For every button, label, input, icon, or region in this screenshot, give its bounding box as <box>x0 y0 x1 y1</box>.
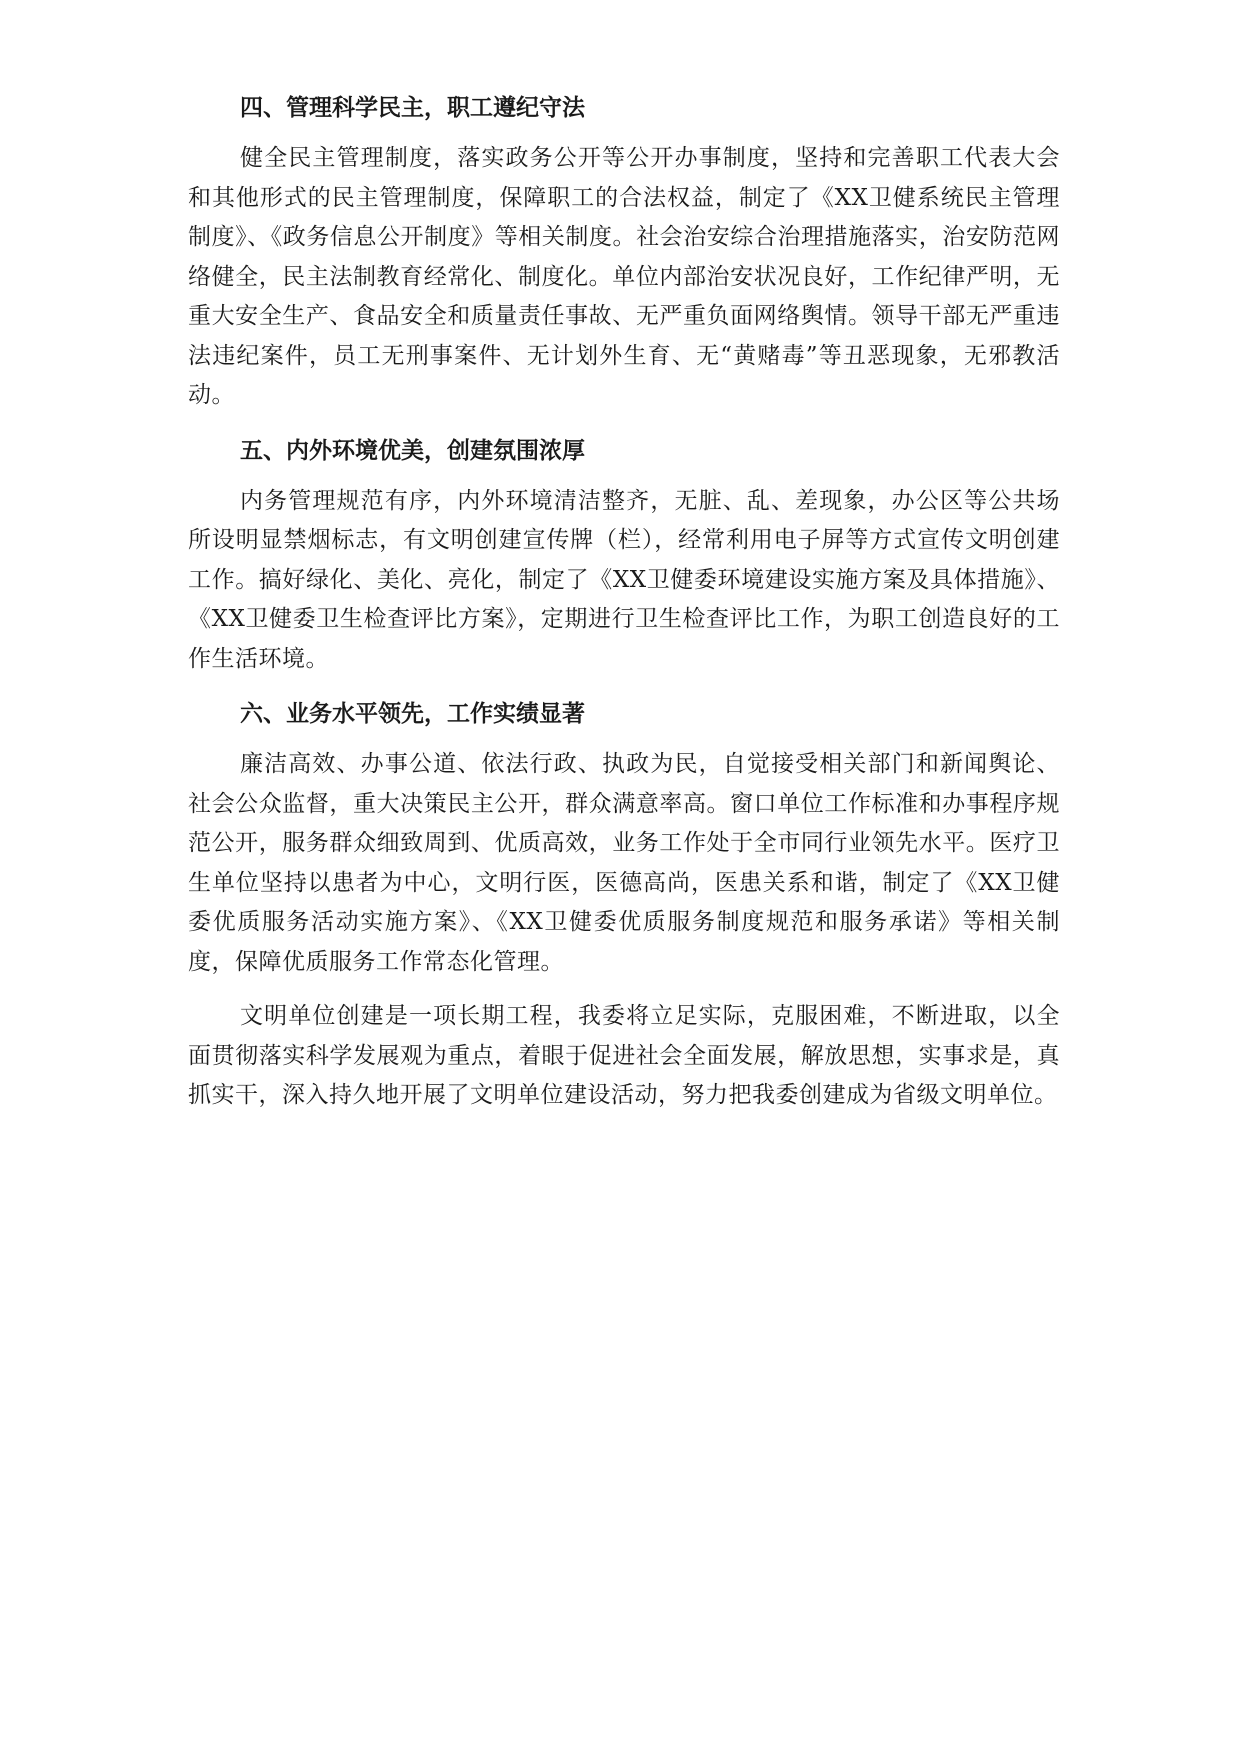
section-heading-4: 四、管理科学民主，职工遵纪守法 <box>240 95 585 121</box>
section-heading-5: 五、内外环境优美，创建氛围浓厚 <box>240 437 585 464</box>
section-6-paragraph-1: 廉洁高效、办事公道、依法行政、执政为民，自觉接受相关部门和新闻舆论、社会公众监督，重大决策民主公开，群众满意率高。窗口单位工作标准和办事程序规范公开，服务群众细致周到、优质高效，业务工作处于全市同行业领先水平。医疗卫生单位坚持以患者为中心，文明行医，医德高尚，医患关系和谐，制定了《XX卫健委优质服务活动实施方案》、《XX卫健委优质服务制度规范和服务承诺》等相关制度，保障优质服务工作常态化管理。 <box>188 751 1060 975</box>
section-5-paragraph-1: 内务管理规范有序，内外环境清洁整齐，无脏、乱、差现象，办公区等公共场所设明显禁烟标志，有文明创建宣传牌（栏），经常利用电子屏等方式宣传文明创建工作。搞好绿化、美化、亮化，制定了《XX卫健委环境建设实施方案及具体措施》、《XX卫健委卫生检查评比方案》，定期进行卫生检查评比工作，为职工创造良好的工作生活环境。 <box>188 487 1060 672</box>
closing-paragraph: 文明单位创建是一项长期工程，我委将立足实际，克服困难，不断进取，以全面贯彻落实科学发展观为重点，着眼于促进社会全面发展，解放思想，实事求是，真抓实干，深入持久地开展了文明单位建设活动，努力把我委创建成为省级文明单位。 <box>188 1003 1060 1108</box>
section-heading-6: 六、业务水平领先，工作实绩显著 <box>240 701 585 727</box>
section-4-paragraph-1: 健全民主管理制度，落实政务公开等公开办事制度，坚持和完善职工代表大会和其他形式的民主管理制度，保障职工的合法权益，制定了《XX卫健系统民主管理制度》、《政务信息公开制度》等相关制度。社会治安综合治理措施落实，治安防范网络健全，民主法制教育经常化、制度化。单位内部治安状况良好，工作纪律严明，无重大安全生产、食品安全和质量责任事故、无严重负面网络舆情。领导干部无严重违法违纪案件，员工无刑事案件、无计划外生育、无“黄赌毒”等丑恶现象，无邪教活动。 <box>188 145 1060 408</box>
document-body <box>188 88 1060 1131</box>
